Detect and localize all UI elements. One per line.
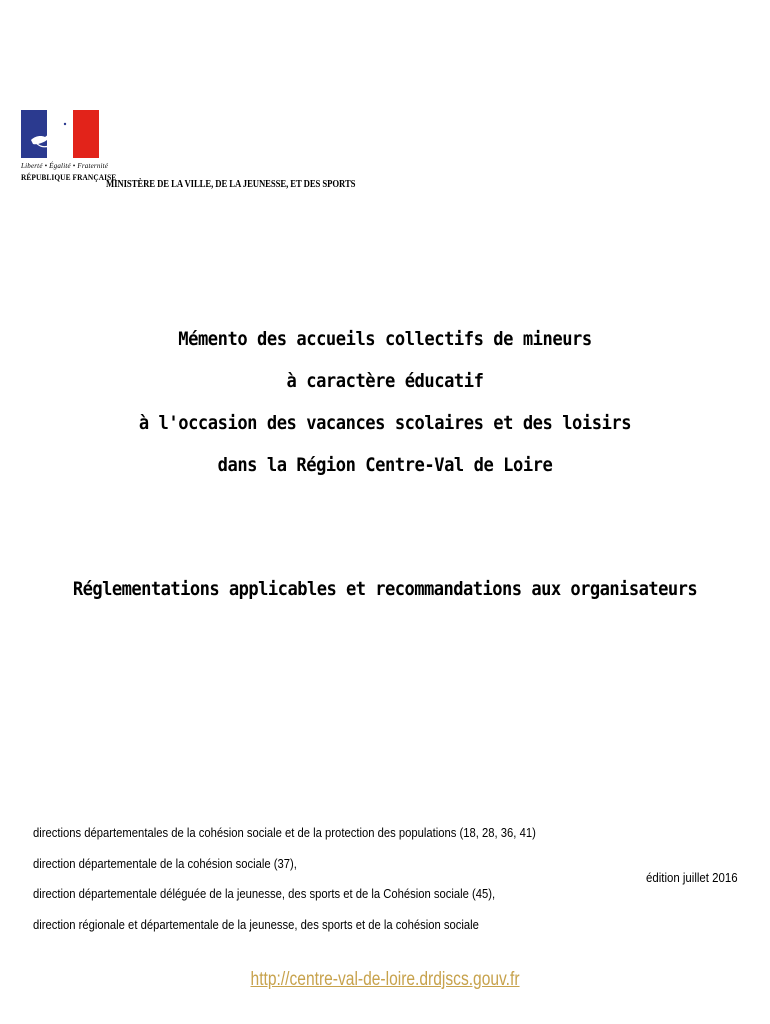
- marianne-flag-icon: [21, 110, 99, 158]
- directions-list: [33, 818, 592, 940]
- document-title: [0, 318, 770, 486]
- logo-motto: Liberté • Égalité • Fraternité: [21, 162, 109, 170]
- title-line: dans la Région Centre-Val de Loire: [217, 454, 553, 476]
- website-link[interactable]: http://centre-val-de-loire.drdjscs.gouv.fr: [250, 969, 520, 990]
- logo-republic: RÉPUBLIQUE FRANÇAISE: [21, 173, 117, 182]
- document-subtitle: [0, 578, 770, 600]
- direction-item: directions départementales de la cohésion sociale et de la protection des populations (18, 28, 36, 41): [33, 826, 536, 840]
- subtitle-text: Réglementations applicables et recommandations aux organisateurs: [72, 578, 698, 600]
- website-link-container: [0, 969, 770, 991]
- direction-item: direction départementale de la cohésion sociale (37),: [33, 856, 297, 871]
- title-line: à l'occasion des vacances scolaires et des loisirs: [138, 412, 632, 434]
- ministry-name: MINISTÈRE DE LA VILLE, DE LA JEUNESSE, ET DES SPORTS: [106, 179, 356, 190]
- direction-item: direction départementale déléguée de la jeunesse, des sports et de la Cohésion sociale (45),: [33, 887, 496, 901]
- title-line: Mémento des accueils collectifs de mineurs: [178, 328, 592, 350]
- direction-item: direction régionale et départementale de la jeunesse, des sports et de la cohésion sociale: [33, 917, 479, 932]
- edition-date: édition juillet 2016: [646, 870, 738, 885]
- marianne-logo: [21, 110, 117, 182]
- title-line: à caractère éducatif: [286, 370, 484, 392]
